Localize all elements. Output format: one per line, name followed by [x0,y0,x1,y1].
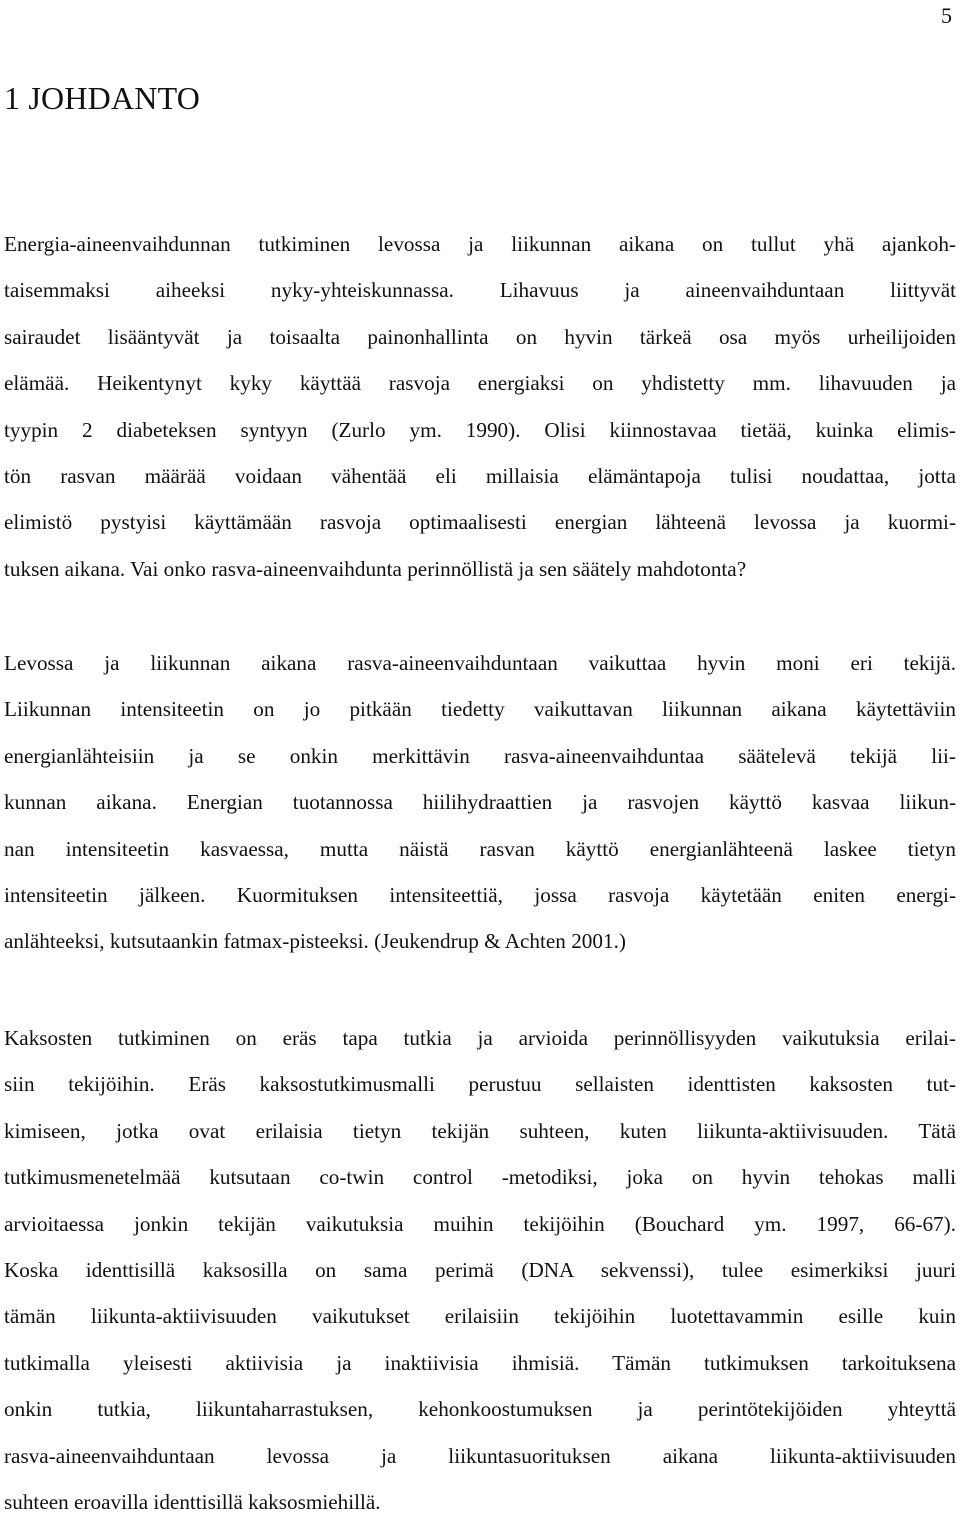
paragraph-line: Kaksosten tutkiminen on eräs tapa tutkia ja arvioida perinnöllisyyden vaikutuksia erilai- [4,1026,956,1050]
paragraph-line: tön rasvan määrää voidaan vähentää eli millaisia elämäntapoja tulisi noudattaa, jotta [4,464,956,489]
paragraph-line: anlähteeksi, kutsutaankin fatmax-pisteeksi. (Jeukendrup & Achten 2001.) [4,929,626,954]
paragraph-line: onkin tutkia, liikuntaharrastuksen, kehonkoostumuksen ja perintötekijöiden yhteyttä [4,1397,956,1422]
paragraph-line: tutkimalla yleisesti aktiivisia ja inaktiivisia ihmisiä. Tämän tutkimuksen tarkoituksena [4,1350,956,1375]
paragraph-line: tuksen aikana. Vai onko rasva-aineenvaihdunta perinnöllistä ja sen säätely mahdotonta? [4,556,747,581]
paragraph-line: tämän liikunta-aktiivisuuden vaikutukset erilaisiin tekijöihin luotettavammin esille kuin [4,1304,956,1329]
paragraph-line: Liikunnan intensiteetin on jo pitkään tiedetty vaikuttavan liikunnan aikana käytettäviin [4,697,956,722]
page-number: 5 [941,3,952,28]
paragraph-line: kunnan aikana. Energian tuotannossa hiilihydraattien ja rasvojen käyttö kasvaa liikun- [4,790,956,815]
paragraph-line: Koska identtisillä kaksosilla on sama perimä (DNA sekvenssi), tulee esimerkiksi juuri [4,1258,956,1283]
paragraph-line: arvioitaessa jonkin tekijän vaikutuksia muihin tekijöihin (Bouchard ym. 1997, 66-67). [4,1211,956,1236]
paragraph-line: rasva-aineenvaihduntaan levossa ja liikuntasuorituksen aikana liikunta-aktiivisuuden [4,1443,956,1468]
chapter-heading: 1 JOHDANTO [4,80,201,116]
paragraph-line: tutkimusmenetelmää kutsutaan co-twin control -metodiksi, joka on hyvin tehokas malli [4,1165,956,1190]
paragraph-line: energianlähteisiin ja se onkin merkittävin rasva-aineenvaihduntaa säätelevä tekijä lii- [4,743,956,768]
paragraph-line: nan intensiteetin kasvaessa, mutta näistä rasvan käyttö energianlähteenä laskee tietyn [4,836,956,861]
paragraph-line: intensiteetin jälkeen. Kuormituksen intensiteettiä, jossa rasvoja käytetään eniten energi- [4,883,956,908]
paragraph-line: sairaudet lisääntyvät ja toisaalta painonhallinta on hyvin tärkeä osa myös urheilijoiden [4,324,956,349]
paragraph-line: siin tekijöihin. Eräs kaksostutkimusmalli perustuu sellaisten identtisten kaksosten tut- [4,1072,956,1097]
paragraph-twin-studies [4,1015,956,1525]
paragraph-line: elimistö pystyisi käyttämään rasvoja optimaalisesti energian lähteenä levossa ja kuormi- [4,510,956,535]
paragraph-line: tyypin 2 diabeteksen syntyyn (Zurlo ym. 1990). Olisi kiinnostavaa tietää, kuinka elimis- [4,417,956,442]
paragraph-line: kimiseen, jotka ovat erilaisia tietyn tekijän suhteen, kuten liikunta-aktiivisuuden. Tätä [4,1118,956,1143]
paragraph-line: suhteen eroavilla identtisillä kaksosmiehillä. [4,1490,381,1515]
paragraph-line: taisemmaksi aiheeksi nyky-yhteiskunnassa. Lihavuus ja aineenvaihduntaan liittyvät [4,278,956,303]
paragraph-line: elämää. Heikentynyt kyky käyttää rasvoja energiaksi on yhdistetty mm. lihavuuden ja [4,371,956,396]
paragraph-fat-metabolism [4,640,956,965]
paragraph-line: Energia-aineenvaihdunnan tutkiminen levossa ja liikunnan aikana on tullut yhä ajankoh- [4,232,956,256]
paragraph-line: Levossa ja liikunnan aikana rasva-aineenvaihduntaan vaikuttaa hyvin moni eri tekijä. [4,651,956,675]
paragraph-introduction [4,221,956,592]
